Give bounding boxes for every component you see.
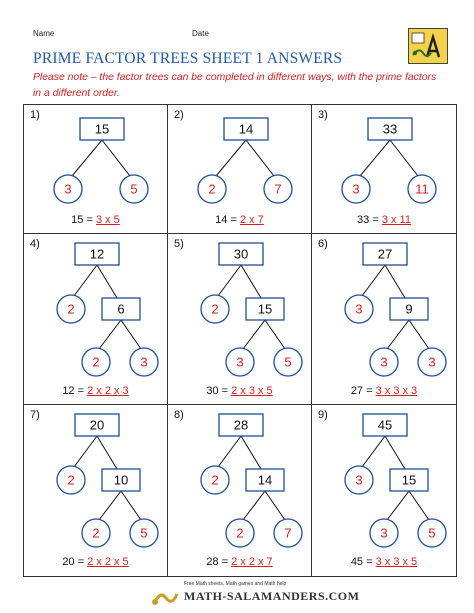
branch-line (102, 140, 130, 176)
footer-site-name: MATH-SALAMANDERS.COM (184, 589, 360, 603)
root-value: 15 (94, 121, 110, 137)
branch-line (385, 436, 405, 469)
equation-number: 27 = (350, 385, 376, 397)
prime-right-value: 3 (140, 354, 148, 370)
equation-answer: 3 x 5 (95, 214, 120, 226)
branch-line (265, 320, 285, 349)
branch-line (121, 320, 141, 349)
equation-number: 45 = (350, 556, 376, 568)
root-value: 14 (238, 121, 254, 137)
root-value: 33 (382, 121, 398, 137)
branch-line (409, 491, 429, 520)
root-value: 45 (377, 417, 393, 433)
equation-number: 33 = (357, 214, 382, 226)
branch-line (241, 436, 261, 469)
branch-line (360, 140, 390, 176)
composite-value: 15 (401, 472, 417, 488)
footer-branding (150, 580, 360, 608)
branch-line (216, 140, 246, 176)
problem-1 (24, 105, 168, 234)
branch-line (241, 265, 261, 298)
root-value: 28 (233, 417, 249, 433)
composite-value: 9 (405, 301, 413, 317)
equation-number: 30 = (206, 385, 232, 397)
root-value: 27 (377, 246, 393, 262)
prime-left-value: 3 (380, 354, 388, 370)
composite-value: 6 (117, 301, 125, 317)
branch-line (246, 140, 274, 176)
prime-right-value: 5 (140, 525, 148, 541)
factor-tree (24, 234, 168, 405)
prime-first-value: 2 (67, 301, 75, 317)
factorization-equation (312, 214, 456, 226)
prime-left-value: 2 (92, 354, 100, 370)
prime-right-value: 7 (284, 525, 292, 541)
branch-line (74, 436, 97, 467)
name-label: Name (33, 29, 55, 38)
composite-value: 15 (257, 301, 273, 317)
branch-line (362, 436, 385, 467)
problem-9 (312, 405, 456, 576)
factorization-equation (312, 385, 456, 397)
problem-4 (24, 234, 168, 405)
branch-line (99, 320, 121, 349)
prime-first-value: 2 (211, 472, 219, 488)
problem-number: 6) (318, 238, 328, 250)
factor-tree (24, 405, 168, 576)
prime-left-value: 2 (92, 525, 100, 541)
prime-right-value: 11 (415, 181, 429, 197)
root-value: 30 (233, 246, 249, 262)
equation-number: 20 = (62, 556, 88, 568)
root-value: 12 (89, 246, 105, 262)
problem-number: 2) (174, 109, 184, 121)
equation-answer: 3 x 11 (381, 214, 411, 226)
problem-6 (312, 234, 456, 405)
branch-line (387, 491, 409, 520)
equation-number: 15 = (71, 214, 96, 226)
equation-number: 14 = (215, 214, 240, 226)
footer-tagline: Free Math sheets, Math games and Math help (184, 581, 287, 587)
prime-right-value: 3 (428, 354, 436, 370)
equation-number: 28 = (206, 556, 232, 568)
factorization-equation (24, 556, 167, 568)
problem-3 (312, 105, 456, 234)
factorization-equation (312, 556, 456, 568)
factor-tree (168, 234, 312, 405)
prime-right-value: 5 (130, 181, 138, 197)
branch-line (97, 436, 117, 469)
branch-line (97, 265, 117, 298)
composite-value: 14 (257, 472, 273, 488)
prime-left-value: 3 (64, 181, 72, 197)
equation-answer: 2 x 7 (239, 214, 264, 226)
branch-line (387, 320, 409, 349)
problem-number: 8) (174, 409, 184, 421)
problem-2 (168, 105, 312, 234)
problem-number: 9) (318, 409, 328, 421)
factor-tree (168, 405, 312, 576)
branch-line (218, 265, 241, 296)
problem-number: 3) (318, 109, 328, 121)
problem-number: 5) (174, 238, 184, 250)
branch-line (99, 491, 121, 520)
problem-number: 7) (30, 409, 40, 421)
prime-left-value: 3 (352, 181, 360, 197)
equation-answer: 3 x 3 x 3 (375, 385, 418, 397)
problem-7 (24, 405, 168, 576)
salamander-logo-icon (408, 28, 448, 64)
composite-value: 10 (113, 472, 129, 488)
problem-5 (168, 234, 312, 405)
factor-tree (312, 234, 456, 405)
factorization-equation (168, 214, 311, 226)
prime-right-value: 5 (428, 525, 436, 541)
root-value: 20 (89, 417, 105, 433)
equation-answer: 2 x 2 x 7 (231, 556, 273, 568)
date-label: Date (192, 29, 209, 38)
problem-number: 1) (30, 109, 40, 121)
branch-line (409, 320, 429, 349)
factorization-equation (24, 385, 167, 397)
branch-line (74, 265, 97, 296)
prime-left-value: 3 (380, 525, 388, 541)
prime-first-value: 2 (211, 301, 219, 317)
branch-line (121, 491, 141, 520)
equation-number: 12 = (62, 385, 88, 397)
factorization-equation (168, 556, 311, 568)
instruction-note: Please note – the factor trees can be completed in different ways, with the prime factors in a different order. (33, 72, 437, 99)
prime-first-value: 3 (355, 472, 363, 488)
branch-line (243, 320, 265, 349)
prime-right-value: 7 (274, 181, 282, 197)
prime-right-value: 5 (284, 354, 292, 370)
branch-line (362, 265, 385, 296)
branch-line (243, 491, 265, 520)
branch-line (218, 436, 241, 467)
prime-left-value: 3 (236, 354, 244, 370)
branch-line (385, 265, 405, 298)
branch-line (72, 140, 102, 176)
footer-salamander-icon (150, 580, 180, 608)
page-title: PRIME FACTOR TREES SHEET 1 ANSWERS (33, 50, 343, 67)
equation-answer: 2 x 2 x 5 (87, 556, 129, 568)
branch-line (265, 491, 285, 520)
factorization-equation (24, 214, 167, 226)
prime-left-value: 2 (208, 181, 216, 197)
factor-tree (312, 405, 456, 576)
prime-left-value: 2 (236, 525, 244, 541)
problem-8 (168, 405, 312, 576)
branch-line (390, 140, 418, 176)
prime-first-value: 3 (355, 301, 363, 317)
equation-answer: 2 x 2 x 3 (87, 385, 129, 397)
factorization-equation (168, 385, 311, 397)
problem-grid (23, 104, 457, 577)
problem-number: 4) (30, 238, 40, 250)
equation-answer: 3 x 3 x 5 (375, 556, 418, 568)
prime-first-value: 2 (67, 472, 75, 488)
equation-answer: 2 x 3 x 5 (231, 385, 273, 397)
